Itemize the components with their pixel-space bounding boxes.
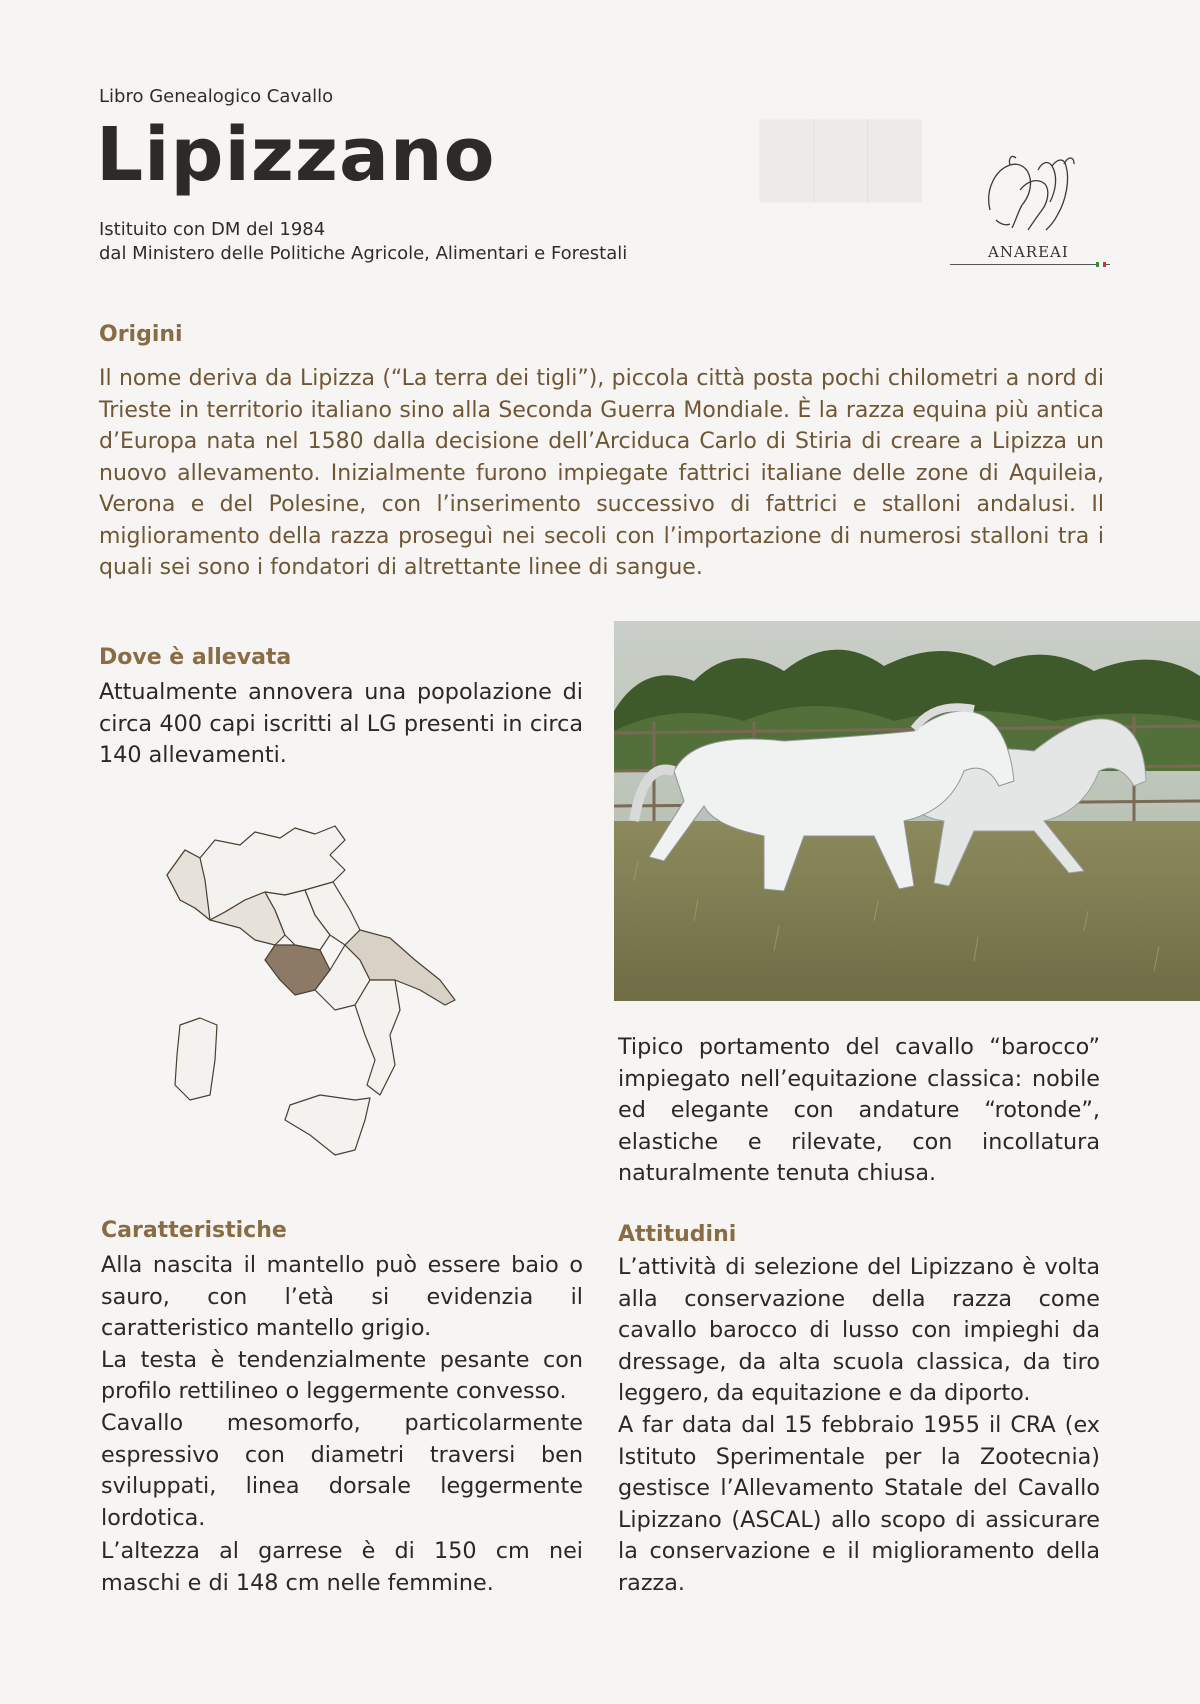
book-subtitle: Libro Genealogico Cavallo xyxy=(99,86,334,107)
horse-heads-logo-icon xyxy=(950,150,1110,250)
caratteristiche-paragraph: Alla nascita il mantello può essere baio o sauro, con l’età si evidenzia il caratteristico mantello grigio. xyxy=(101,1252,583,1342)
horses-photo-icon xyxy=(614,621,1200,1001)
origini-heading: Origini xyxy=(99,322,183,347)
attitudini-heading: Attitudini xyxy=(618,1222,737,1247)
attitudini-paragraph: L’attività di selezione del Lipizzano è volta alla conservazione della razza come cavallo barocco di lusso con impieghi da dressage, da alta scuola classica, da tiro leggero, da equitazione e da diporto. xyxy=(618,1254,1100,1407)
italy-flag-icon xyxy=(1096,262,1106,267)
italy-map-icon xyxy=(155,820,475,1180)
page-title: Lipizzano xyxy=(96,112,496,198)
photo-caption: Tipico portamento del cavallo “barocco” impiegato nell’equitazione classica: nobile ed elegante con andature “rotonde”, elastiche e rilevate, con incollatura naturalmente tenuta chiusa. xyxy=(618,1034,1100,1187)
institution-line-2: dal Ministero delle Politiche Agricole, Alimentari e Forestali xyxy=(99,243,628,264)
institution-line-1: Istituito con DM del 1984 xyxy=(99,219,326,240)
dove-heading: Dove è allevata xyxy=(99,645,292,670)
bleed-through-decoration: ███ xyxy=(760,120,922,202)
caratteristiche-heading: Caratteristiche xyxy=(101,1218,287,1243)
attitudini-text xyxy=(618,1252,1100,1600)
dove-text: Attualmente annovera una popolazione di circa 400 capi iscritti al LG presenti in circa 140 allevamenti. xyxy=(99,679,583,769)
logo-underline xyxy=(950,264,1110,265)
attitudini-paragraph: A far data dal 15 febbraio 1955 il CRA (ex Istituto Sperimentale per la Zootecnia) gestisce l’Allevamento Statale del Cavallo Lipizzano (ASCAL) allo scopo di assicurare la conservazione e il miglioramento della razza. xyxy=(618,1411,1100,1596)
horses-photo xyxy=(614,621,1200,1001)
caratteristiche-text xyxy=(101,1250,583,1600)
caratteristiche-paragraph: L’altezza al garrese è di 150 cm nei maschi e di 148 cm nelle femmine. xyxy=(101,1538,583,1596)
caratteristiche-paragraph: La testa è tendenzialmente pesante con profilo rettilineo o leggermente convesso. xyxy=(101,1346,583,1405)
caratteristiche-paragraph: Cavallo mesomorfo, particolarmente espressivo con diametri traversi ben sviluppati, linea dorsale leggermente lordotica. xyxy=(101,1409,583,1531)
origini-text: Il nome deriva da Lipizza (“La terra dei tigli”), piccola città posta pochi chilometri a nord di Trieste in territorio italiano sino alla Seconda Guerra Mondiale. È la razza equina più antica d’Europa nata nel 1580 dalla decisione dell’Arciduca Carlo di Stiria di creare a Lipizza un nuovo allevamento. Inizialmente furono impiegate fattrici italiane delle zone di Aquileia, Verona e del Polesine, con l’inserimento successivo di fattrici e stalloni andalusi. Il miglioramento della razza proseguì nei secoli con l’importazione di numerosi stalloni tra i quali sei sono i fondatori di altrettante linee di sangue. xyxy=(99,366,1104,580)
italy-map xyxy=(155,820,475,1180)
institution-info xyxy=(99,218,627,266)
logo-name: ANAREAI xyxy=(988,243,1069,261)
